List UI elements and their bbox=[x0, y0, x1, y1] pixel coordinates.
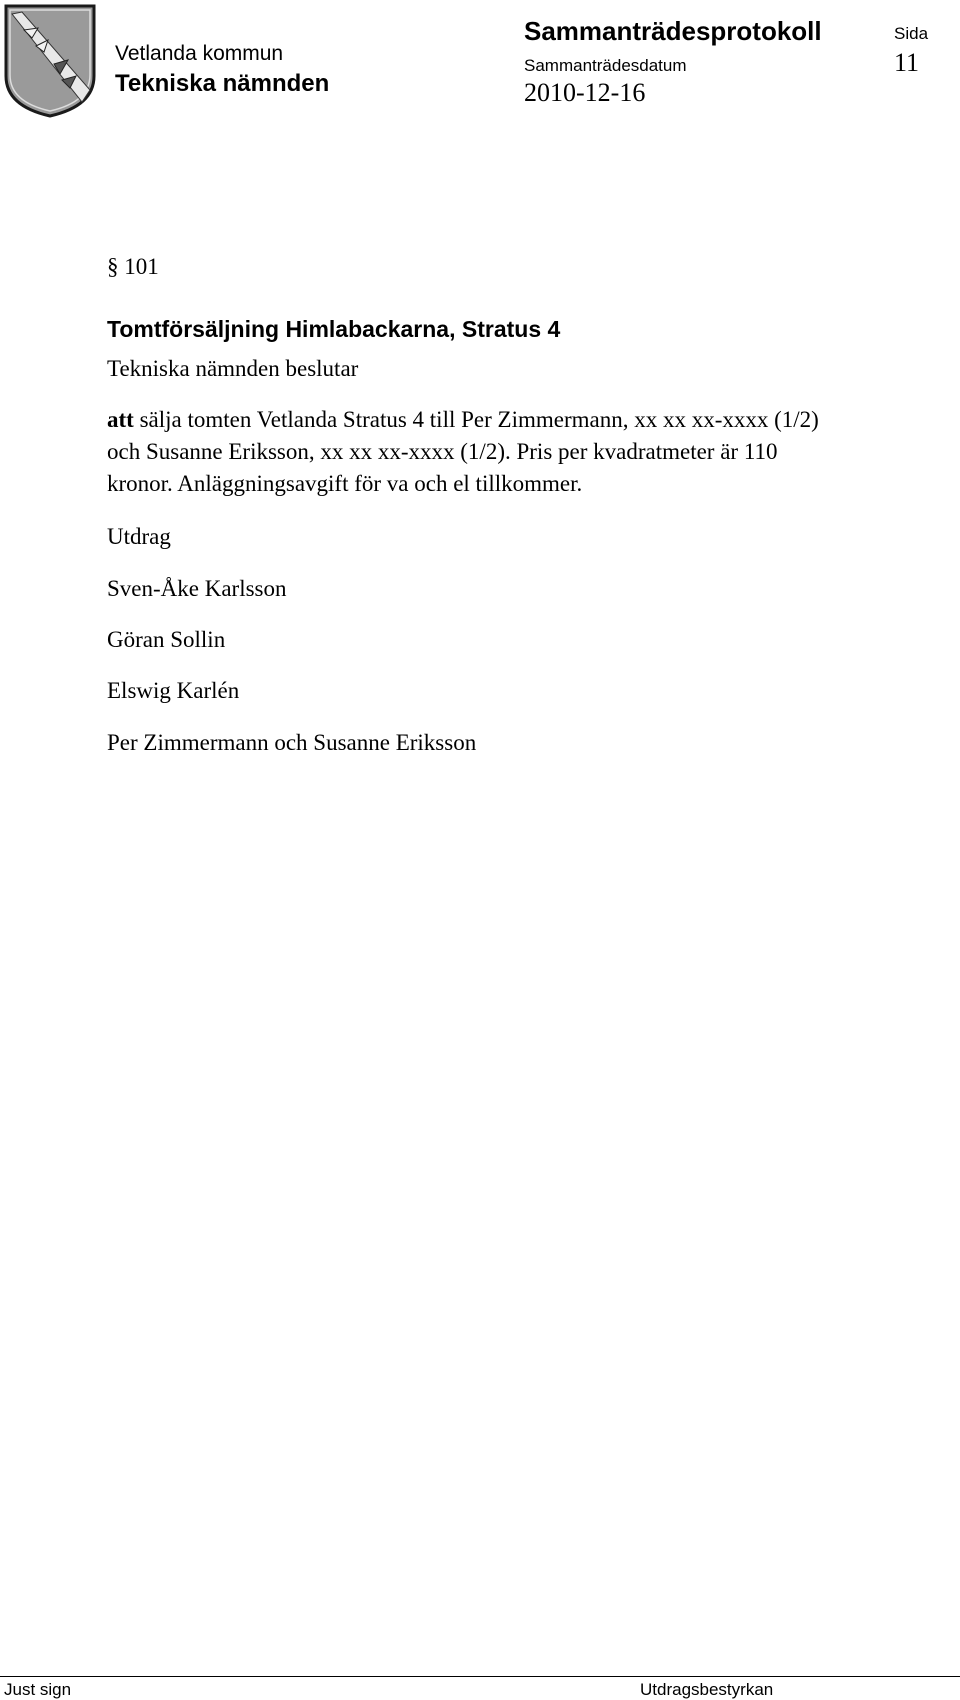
decision-text bbox=[107, 404, 947, 500]
decision-line-text: sälja tomten Vetlanda Stratus 4 till Per Zimmermann, xx xx xx-xxxx (1/2) bbox=[133, 407, 819, 432]
footer-divider bbox=[0, 1676, 960, 1677]
recipient-item: Göran Sollin bbox=[107, 627, 226, 652]
department-name: Tekniska nämnden bbox=[115, 70, 330, 97]
document-title: Sammanträdesprotokoll bbox=[524, 16, 822, 46]
recipient-item: Elswig Karlén bbox=[107, 678, 240, 703]
recipient-item: Per Zimmermann och Susanne Eriksson bbox=[107, 730, 477, 755]
paragraph-number: § 101 bbox=[107, 254, 159, 279]
decision-line: och Susanne Eriksson, xx xx xx-xxxx (1/2). Pris per kvadratmeter är 110 bbox=[107, 439, 778, 464]
certification-label: Utdragsbestyrkan bbox=[640, 1680, 774, 1699]
page-number: 11 bbox=[894, 48, 920, 77]
decision-intro: Tekniska nämnden beslutar bbox=[107, 356, 359, 381]
item-title: Tomtförsäljning Himlabackarna, Stratus 4 bbox=[107, 316, 561, 342]
organization-name: Vetlanda kommun bbox=[115, 42, 284, 65]
coat-of-arms-icon bbox=[2, 2, 98, 118]
signature-label: Just sign bbox=[4, 1680, 72, 1699]
decision-line bbox=[107, 404, 947, 436]
excerpt-label: Utdrag bbox=[107, 524, 171, 549]
meeting-date-value: 2010-12-16 bbox=[524, 78, 646, 107]
decision-keyword: att bbox=[107, 407, 134, 432]
recipient-item: Sven-Åke Karlsson bbox=[107, 576, 287, 601]
page-label: Sida bbox=[894, 24, 929, 43]
decision-line: kronor. Anläggningsavgift för va och el tillkommer. bbox=[107, 471, 583, 496]
meeting-date-label: Sammanträdesdatum bbox=[524, 56, 687, 75]
